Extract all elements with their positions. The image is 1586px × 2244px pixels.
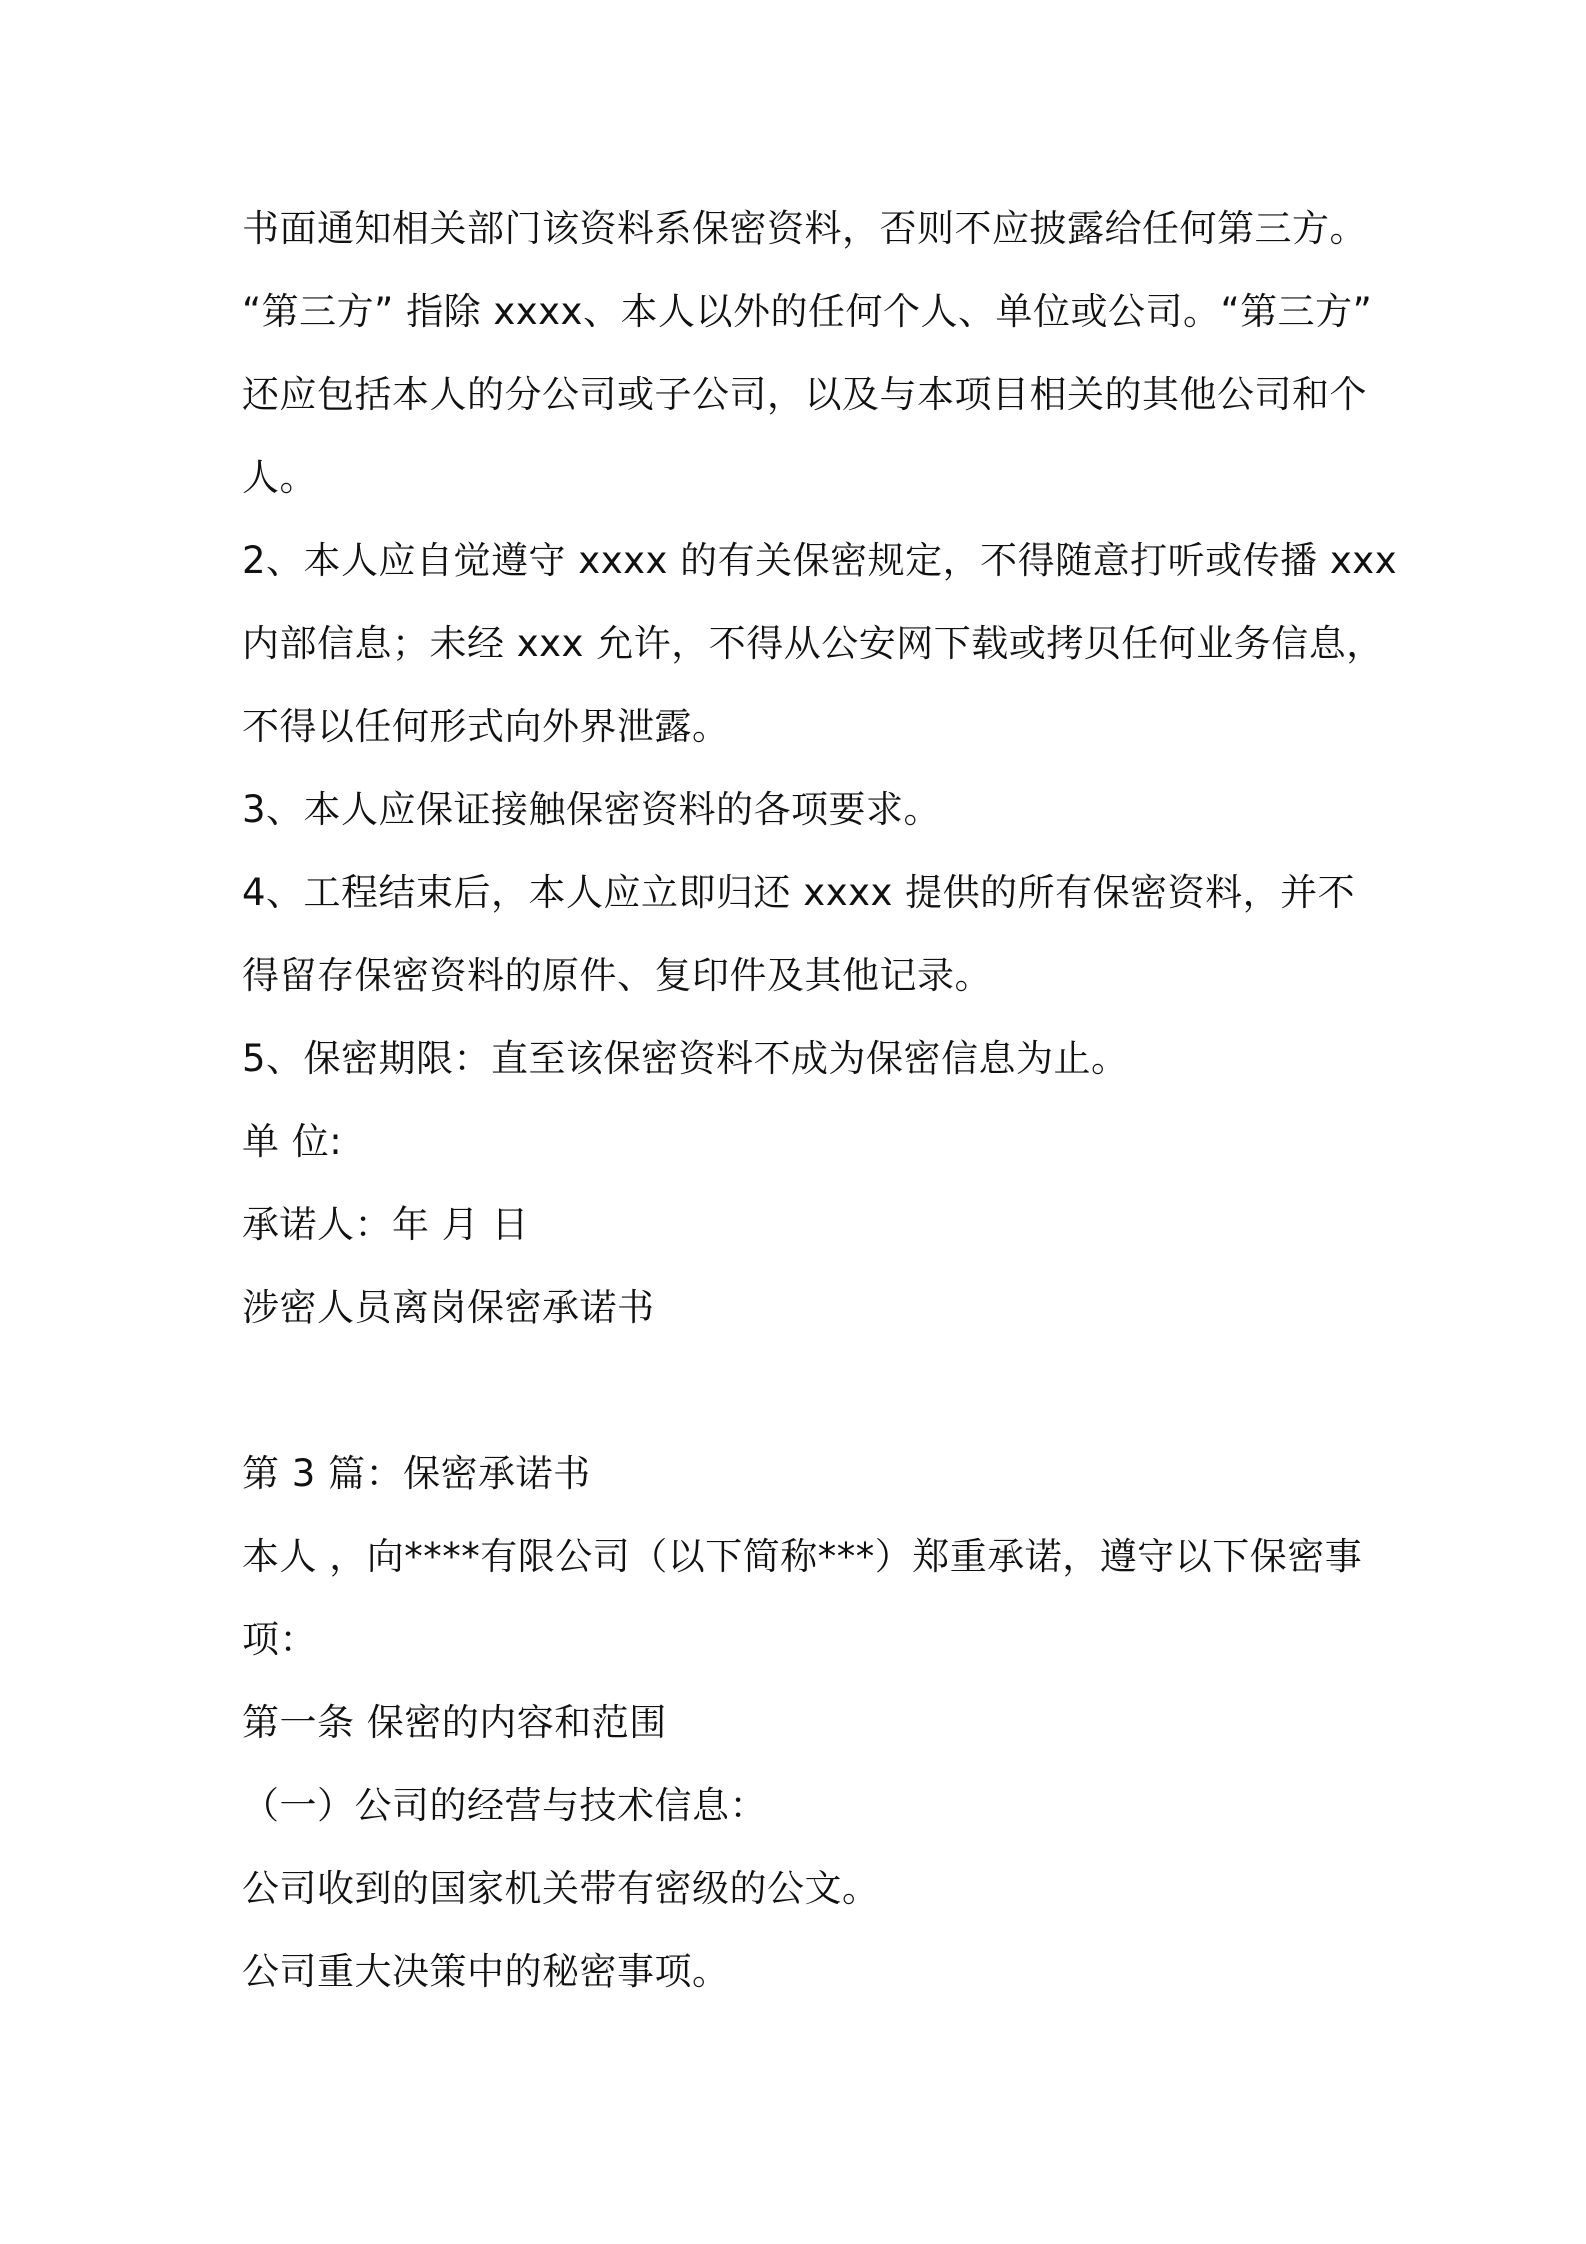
article-heading: 第一条 保密的内容和范围: [242, 1701, 667, 1744]
subsection-heading: （一）公司的经营与技术信息：: [242, 1784, 767, 1827]
signature-unit-label: 单 位:: [242, 1120, 343, 1163]
signature-promisor-date-label: 承诺人：年 月 日: [242, 1203, 530, 1246]
paragraph-line: 公司收到的国家机关带有密级的公文。: [242, 1867, 880, 1910]
paragraph-line: 3、本人应保证接触保密资料的各项要求。: [242, 788, 942, 831]
paragraph-line: 项：: [242, 1618, 317, 1661]
paragraph-line: 本人 ，向****有限公司（以下简称***）郑重承诺，遵守以下保密事: [242, 1535, 1363, 1578]
paragraph-line: 内部信息；未经 xxx 允许，不得从公安网下载或拷贝任何业务信息，: [242, 622, 1384, 665]
paragraph-line: 不得以任何形式向外界泄露。: [242, 705, 730, 748]
paragraph-line: 人。: [242, 456, 317, 499]
paragraph-line: 4、工程结束后，本人应立即归还 xxxx 提供的所有保密资料，并不: [242, 871, 1356, 914]
section-title: 第 3 篇：保密承诺书: [242, 1452, 591, 1495]
paragraph-line: 书面通知相关部门该资料系保密资料，否则不应披露给任何第三方。: [242, 207, 1367, 250]
paragraph-line: 公司重大决策中的秘密事项。: [242, 1950, 730, 1993]
paragraph-line: 还应包括本人的分公司或子公司，以及与本项目相关的其他公司和个: [242, 373, 1367, 416]
paragraph-line: 5、保密期限：直至该保密资料不成为保密信息为止。: [242, 1037, 1129, 1080]
section-title: 涉密人员离岗保密承诺书: [242, 1286, 655, 1329]
paragraph-line: 2、本人应自觉遵守 xxxx 的有关保密规定，不得随意打听或传播 xxx: [242, 539, 1398, 582]
paragraph-line: “第三方” 指除 xxxx、本人以外的任何个人、单位或公司。“第三方”: [242, 290, 1373, 333]
paragraph-line: 得留存保密资料的原件、复印件及其他记录。: [242, 954, 992, 997]
